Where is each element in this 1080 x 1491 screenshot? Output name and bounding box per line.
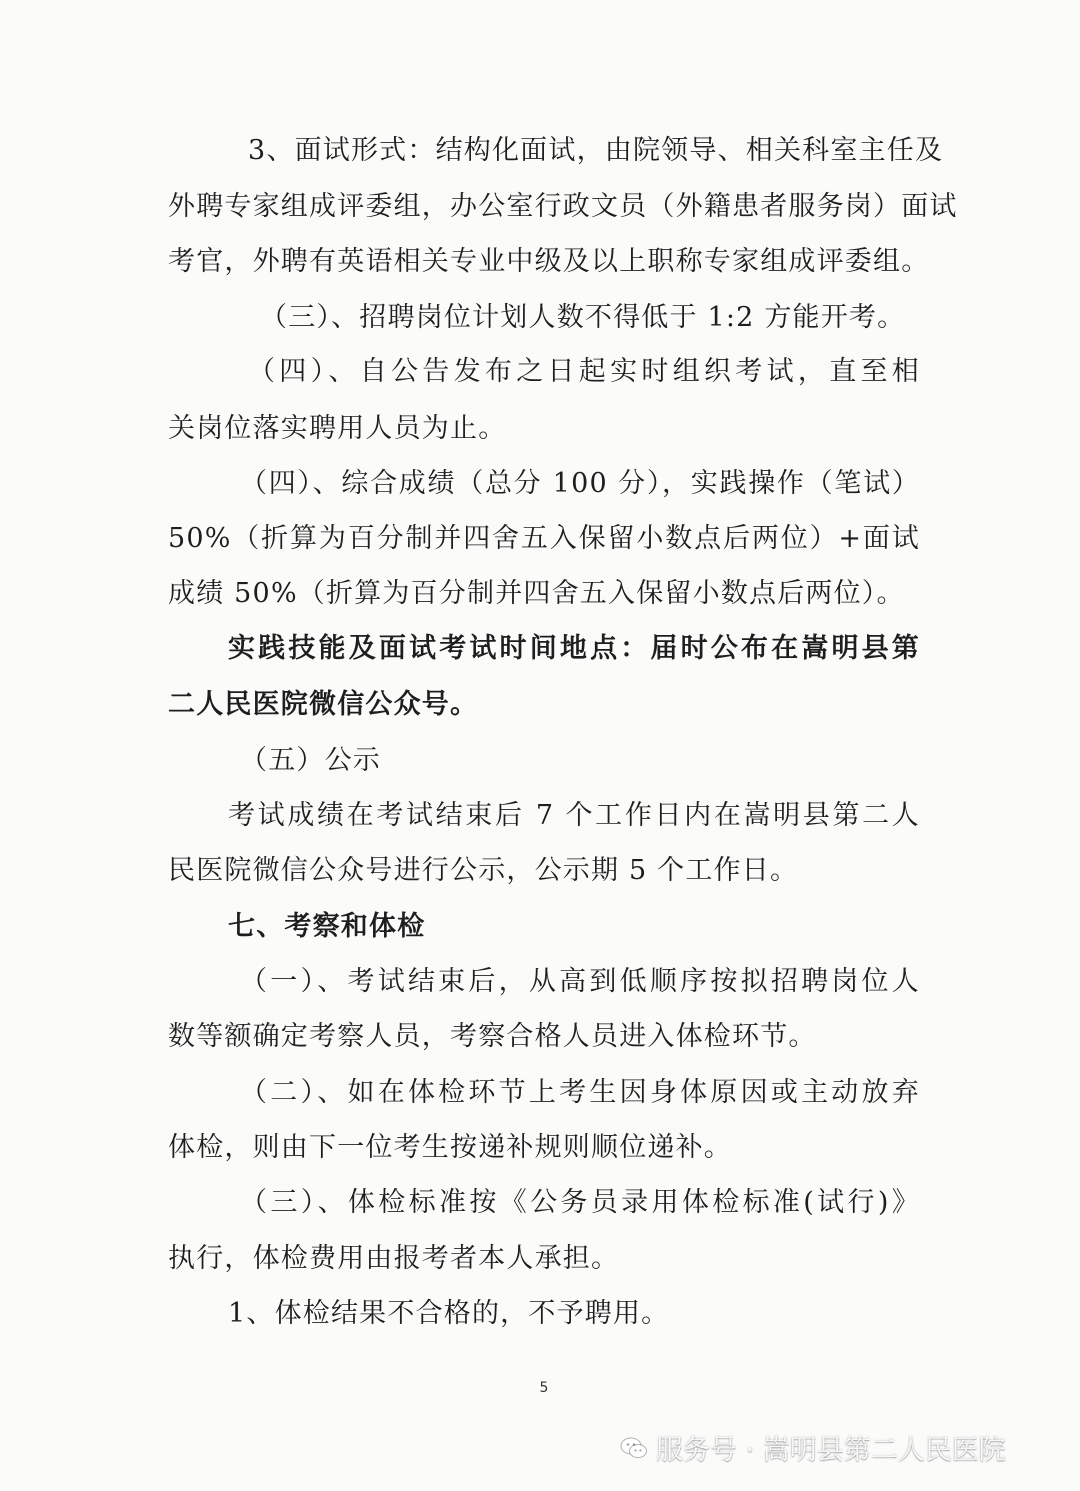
paragraph-line-15: （一）、考试结束后，从高到低顺序按拟招聘岗位人 — [240, 966, 920, 997]
paragraph-line-17: （二）、如在体检环节上考生因身体原因或主动放弃 — [240, 1077, 920, 1108]
paragraph-line-13: 民医院微信公众号进行公示，公示期 5 个工作日。 — [168, 855, 799, 886]
paragraph-line-20: 执行，体检费用由报考者本人承担。 — [168, 1243, 620, 1274]
paragraph-line-1: 3、面试形式：结构化面试，由院领导、相关科室主任及 — [248, 135, 944, 166]
watermark — [620, 1428, 1006, 1467]
bold-line-1: 实践技能及面试考试时间地点：届时公布在嵩明县第 — [228, 633, 920, 664]
paragraph-line-16: 数等额确定考察人员，考察合格人员进入体检环节。 — [168, 1021, 817, 1052]
paragraph-line-12: 考试成绩在考试结束后 7 个工作日内在嵩明县第二人 — [228, 800, 920, 831]
paragraph-line-6: 关岗位落实聘用人员为止。 — [168, 413, 507, 444]
section-heading-inspection: 七、考察和体检 — [228, 911, 426, 942]
wechat-icon — [620, 1436, 648, 1460]
page-number: 5 — [539, 1380, 549, 1396]
bold-line-2: 二人民医院微信公众号。 — [168, 689, 479, 720]
paragraph-line-19: （三）、体检标准按《公务员录用体检标准(试行)》 — [240, 1187, 920, 1218]
paragraph-line-4: （三）、招聘岗位计划人数不得低于 1:2 方能开考。 — [260, 302, 906, 333]
paragraph-line-21: 1、体检结果不合格的，不予聘用。 — [228, 1298, 670, 1329]
section-heading-publicity: （五）公示 — [240, 745, 381, 776]
paragraph-line-8: 50%（折算为百分制并四舍五入保留小数点后两位）+面试 — [168, 523, 920, 554]
paragraph-line-5: （四）、自公告发布之日起实时组织考试，直至相 — [248, 356, 920, 387]
watermark-text: 服务号 · 嵩明县第二人民医院 — [656, 1435, 1006, 1466]
paragraph-line-18: 体检，则由下一位考生按递补规则顺位递补。 — [168, 1132, 732, 1163]
paragraph-line-7: （四）、综合成绩（总分 100 分），实践操作（笔试） — [240, 468, 920, 499]
paragraph-line-3: 考官，外聘有英语相关专业中级及以上职称专家组成评委组。 — [168, 246, 930, 277]
paragraph-line-2: 外聘专家组成评委组，办公室行政文员（外籍患者服务岗）面试 — [168, 191, 958, 222]
paragraph-line-9: 成绩 50%（折算为百分制并四舍五入保留小数点后两位）。 — [168, 578, 905, 609]
